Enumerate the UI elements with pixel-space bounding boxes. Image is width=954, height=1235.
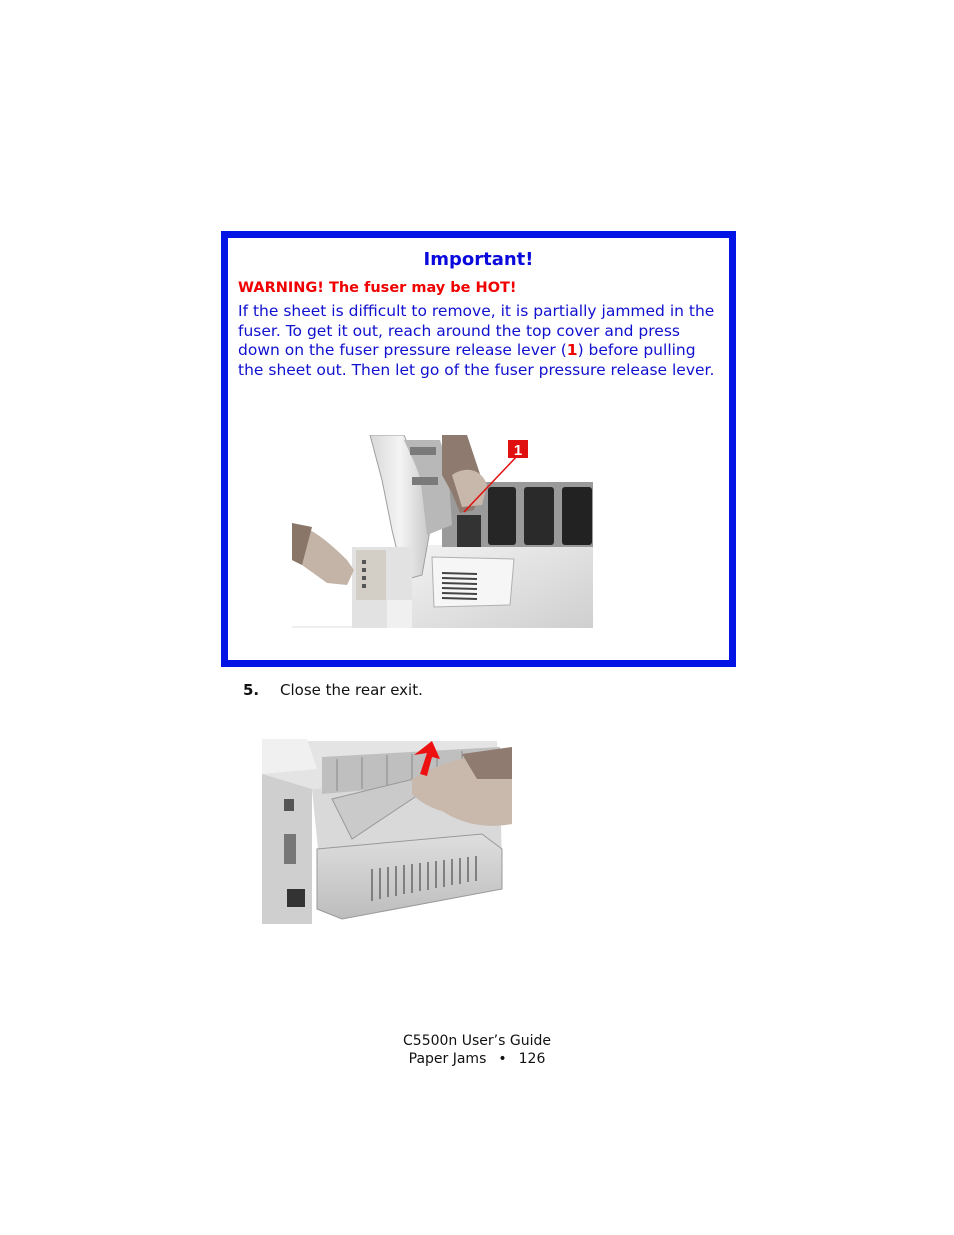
important-title: Important!	[423, 249, 534, 270]
page-footer	[0, 1033, 954, 1068]
section-name: Paper Jams	[408, 1050, 487, 1067]
guide-title: C5500n User’s Guide	[403, 1033, 551, 1049]
callout-number: 1	[513, 442, 523, 459]
lever-reference-number: 1	[566, 341, 578, 360]
printer-rear-exit-image	[262, 739, 512, 924]
hot-fuser-warning: WARNING! The fuser may be HOT!	[238, 280, 517, 296]
step-text: Close the rear exit.	[280, 681, 423, 699]
section-page-line	[0, 1051, 954, 1069]
important-body-text	[238, 302, 718, 380]
step-number: 5.	[243, 681, 260, 699]
body-text-part-1: If the sheet is difficult to remove, it is partially jammed in the fuser. To get it out, reach around the top cover and press down on the fuser pressure release lever (	[238, 302, 715, 360]
printer-open-cover-image	[292, 435, 593, 628]
step-5	[243, 681, 423, 699]
rear-exit-illustration	[262, 739, 512, 924]
important-notice-box	[221, 231, 736, 667]
fuser-lever-illustration	[292, 435, 593, 628]
page-number: 126	[518, 1050, 546, 1067]
body-text-part-2: ) before pulling the sheet out. Then let go of the fuser pressure release lever.	[238, 341, 715, 379]
footer-bullet: •	[498, 1050, 507, 1067]
